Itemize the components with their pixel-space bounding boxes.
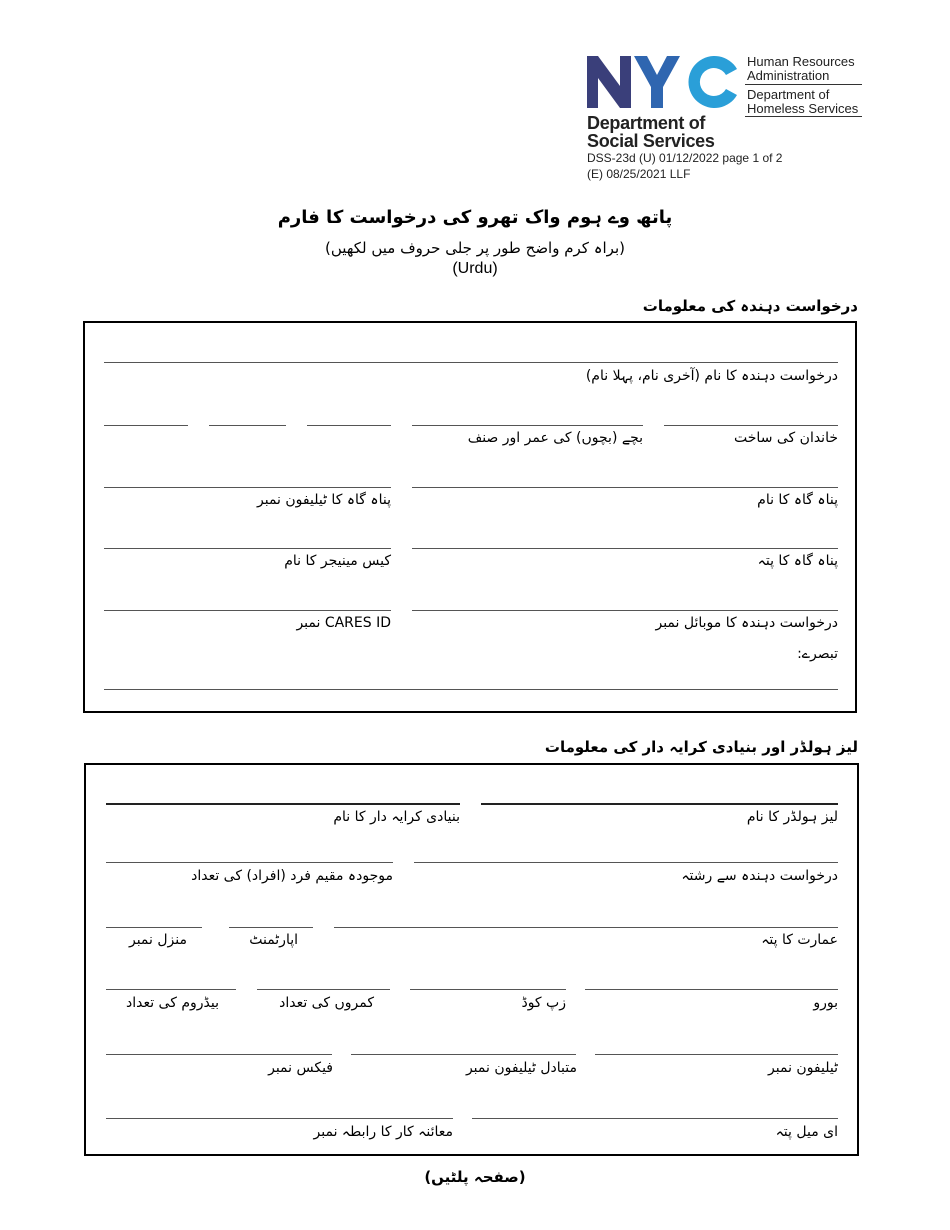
occupants-count-label: موجودہ مقیم فرد (افراد) کی تعداد bbox=[191, 868, 393, 884]
case-manager-field[interactable] bbox=[104, 548, 391, 549]
email-address-field[interactable] bbox=[472, 1118, 838, 1119]
dss-name bbox=[587, 114, 715, 150]
borough-field[interactable] bbox=[585, 989, 838, 990]
shelter-name-label: پناہ گاہ کا نام bbox=[757, 492, 838, 508]
dhs-name bbox=[747, 88, 858, 116]
children-age-gender-field-4[interactable] bbox=[104, 425, 188, 426]
borough-label: بورو bbox=[813, 995, 838, 1011]
inspector-contact-label: معائنہ کار کا رابطہ نمبر bbox=[313, 1124, 453, 1140]
cares-id-label: CARES ID نمبر bbox=[296, 615, 391, 631]
shelter-address-label: پناہ گاہ کا پتہ bbox=[757, 553, 838, 569]
phone-number-field[interactable] bbox=[595, 1054, 838, 1055]
dhs-line-1: Department of bbox=[747, 87, 830, 102]
leaseholder-section-box bbox=[84, 763, 859, 1156]
dss-line-1: Department of bbox=[587, 113, 706, 133]
phone-number-label: ٹیلیفون نمبر bbox=[768, 1060, 838, 1076]
fax-number-field[interactable] bbox=[106, 1054, 332, 1055]
alt-phone-number-field[interactable] bbox=[351, 1054, 576, 1055]
hra-line-1: Human Resources bbox=[747, 54, 855, 69]
form-code-line-2: (E) 08/25/2021 LLF bbox=[587, 167, 691, 181]
zip-code-label: زپ کوڈ bbox=[521, 995, 566, 1011]
form-code bbox=[587, 150, 782, 182]
bedrooms-count-label: بیڈروم کی تعداد bbox=[125, 995, 219, 1011]
hra-line-2: Administration bbox=[747, 68, 830, 83]
rooms-count-field[interactable] bbox=[257, 989, 390, 990]
turn-page-note: (صفحہ پلٹیں) bbox=[424, 1168, 526, 1186]
form-subtitle: (براہ کرم واضح طور پر جلی حروف میں لکھیں) bbox=[325, 239, 625, 257]
zip-code-field[interactable] bbox=[410, 989, 566, 990]
nyc-logo bbox=[587, 56, 739, 108]
applicant-section-heading: درخواست دہندہ کی معلومات bbox=[642, 297, 858, 315]
shelter-phone-label: پناہ گاہ کا ٹیلیفون نمبر bbox=[257, 492, 391, 508]
comments-label: تبصرے: bbox=[797, 646, 838, 662]
header-divider bbox=[745, 116, 862, 117]
shelter-phone-field[interactable] bbox=[104, 487, 391, 488]
comments-field[interactable] bbox=[104, 689, 838, 690]
form-language: (Urdu) bbox=[452, 260, 498, 277]
building-address-label: عمارت کا پتہ bbox=[761, 932, 838, 948]
shelter-name-field[interactable] bbox=[412, 487, 838, 488]
leaseholder-name-field[interactable] bbox=[481, 803, 838, 805]
children-age-gender-field-2[interactable] bbox=[307, 425, 391, 426]
children-age-gender-field-1[interactable] bbox=[412, 425, 643, 426]
email-address-label: ای میل پتہ bbox=[775, 1124, 838, 1140]
form-title: پاتھ وے ہوم واک تھرو کی درخواست کا فارم bbox=[277, 207, 673, 228]
form-code-line-1: DSS-23d (U) 01/12/2022 page 1 of 2 bbox=[587, 151, 783, 165]
applicant-mobile-field[interactable] bbox=[412, 610, 838, 611]
household-composition-label: خاندان کی ساخت bbox=[734, 430, 838, 446]
floor-number-label: منزل نمبر bbox=[128, 932, 187, 948]
applicant-name-label: درخواست دہندہ کا نام (آخری نام، پہلا نام) bbox=[585, 368, 838, 384]
primary-tenant-name-label: بنیادی کرایہ دار کا نام bbox=[333, 809, 460, 825]
fax-number-label: فیکس نمبر bbox=[268, 1060, 333, 1076]
floor-number-field[interactable] bbox=[106, 927, 202, 928]
header-divider bbox=[745, 84, 862, 85]
dss-line-2: Social Services bbox=[587, 131, 715, 151]
primary-tenant-name-field[interactable] bbox=[106, 803, 460, 805]
children-age-gender-label: بچے (بچوں) کی عمر اور صنف bbox=[467, 430, 643, 446]
relationship-label: درخواست دہندہ سے رشتہ bbox=[681, 868, 838, 884]
relationship-field[interactable] bbox=[414, 862, 838, 863]
leaseholder-name-label: لیز ہولڈر کا نام bbox=[746, 809, 838, 825]
dhs-line-2: Homeless Services bbox=[747, 101, 859, 116]
apartment-label: اپارٹمنٹ bbox=[249, 932, 298, 948]
leaseholder-section-heading: لیز ہولڈر اور بنیادی کرایہ دار کی معلومات bbox=[544, 738, 858, 756]
occupants-count-field[interactable] bbox=[106, 862, 393, 863]
inspector-contact-field[interactable] bbox=[106, 1118, 453, 1119]
applicant-mobile-label: درخواست دہندہ کا موبائل نمبر bbox=[655, 615, 838, 631]
children-age-gender-field-3[interactable] bbox=[209, 425, 286, 426]
applicant-name-field[interactable] bbox=[104, 362, 838, 363]
cares-id-field[interactable] bbox=[104, 610, 391, 611]
alt-phone-number-label: متبادل ٹیلیفون نمبر bbox=[465, 1060, 577, 1076]
rooms-count-label: کمروں کی تعداد bbox=[279, 995, 374, 1011]
apartment-field[interactable] bbox=[229, 927, 313, 928]
hra-name bbox=[747, 55, 855, 83]
case-manager-label: کیس مینیجر کا نام bbox=[284, 553, 391, 569]
shelter-address-field[interactable] bbox=[412, 548, 838, 549]
bedrooms-count-field[interactable] bbox=[106, 989, 236, 990]
building-address-field[interactable] bbox=[334, 927, 838, 928]
household-composition-field[interactable] bbox=[664, 425, 838, 426]
